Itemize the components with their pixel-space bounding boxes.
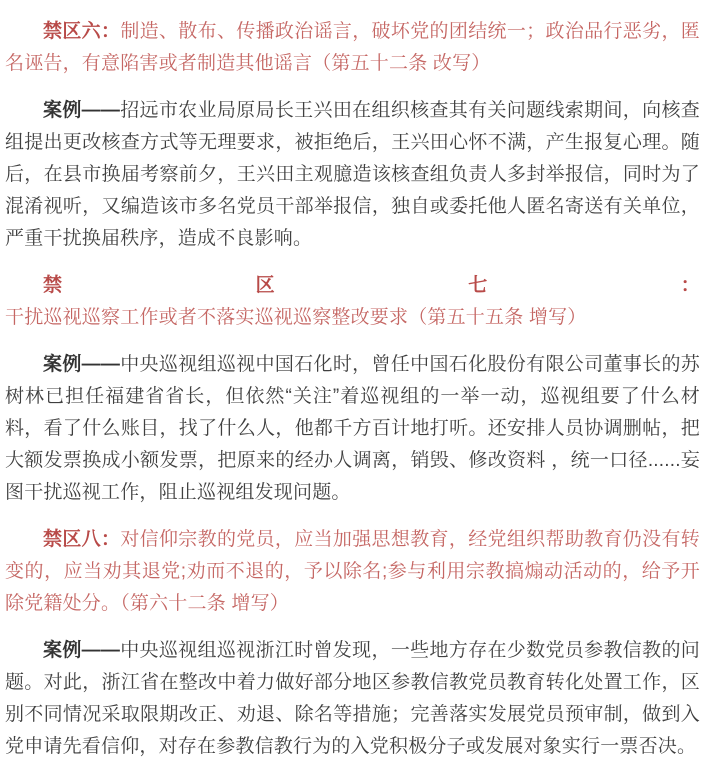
case-text: 中央巡视组巡视中国石化时，曾任中国石化股份有限公司董事长的苏树林已担任福建省省长，但依然“关注”着巡视组的一举一动，巡视组要了什么材料，看了什么账目，找了什么人，他都千方百计地打听。还安排人员协调删帖，把大额发票换成小额发票，把原来的经办人调离，销毁、修改资料 ，统一口径......妄图干扰巡视工作，阻止巡视组发现问题。 — [5, 354, 700, 503]
case-text: 中央巡视组巡视浙江时曾发现，一些地方存在少数党员参教信教的问题。对此，浙江省在整改中着力做好部分地区参教信教党员教育转化处置工作，区别不同情况采取限期改正、劝退、除名等措施；完善落实发展党员预审制，做到入党申请先看信仰，对存在参教信教行为的入党积极分子或发展对象实行一票否决。 — [5, 640, 700, 757]
section-heading-6 — [5, 16, 700, 80]
case-paragraph-8 — [5, 635, 700, 763]
case-label: 案例—— — [43, 354, 121, 375]
section-heading-text: 干扰巡视巡察工作或者不落实巡视巡察整改要求（第五十五条 增写） — [5, 307, 587, 328]
case-paragraph-7 — [5, 349, 700, 509]
section-heading-label: 禁区六： — [43, 21, 121, 42]
section-heading-text: 制造、散布、传播政治谣言，破坏党的团结统一；政治品行恶劣，匿名诬告，有意陷害或者制造其他谣言（第五十二条 改写） — [5, 21, 700, 74]
section-heading-text: 对信仰宗教的党员，应当加强思想教育，经党组织帮助教育仍没有转变的，应当劝其退党;劝而不退的，予以除名;参与利用宗教搞煽动活动的，给予开除党籍处分。（第六十二条 增写） — [5, 529, 700, 614]
case-label: 案例—— — [43, 640, 121, 661]
case-paragraph-6 — [5, 95, 700, 255]
section-heading-7 — [5, 270, 700, 334]
section-heading-label: 禁区七： — [43, 275, 700, 296]
section-heading-label: 禁区八： — [43, 529, 121, 550]
section-heading-8 — [5, 524, 700, 620]
case-text: 招远市农业局原局长王兴田在组织核查其有关问题线索期间，向核查组提出更改核查方式等无理要求，被拒绝后，王兴田心怀不满，产生报复心理。随后，在县市换届考察前夕，王兴田主观臆造该核查组负责人多封举报信，同时为了混淆视听，又编造该市多名党员干部举报信，独自或委托他人匿名寄送有关单位，严重干扰换届秩序，造成不良影响。 — [5, 100, 700, 249]
case-label: 案例—— — [43, 100, 121, 121]
